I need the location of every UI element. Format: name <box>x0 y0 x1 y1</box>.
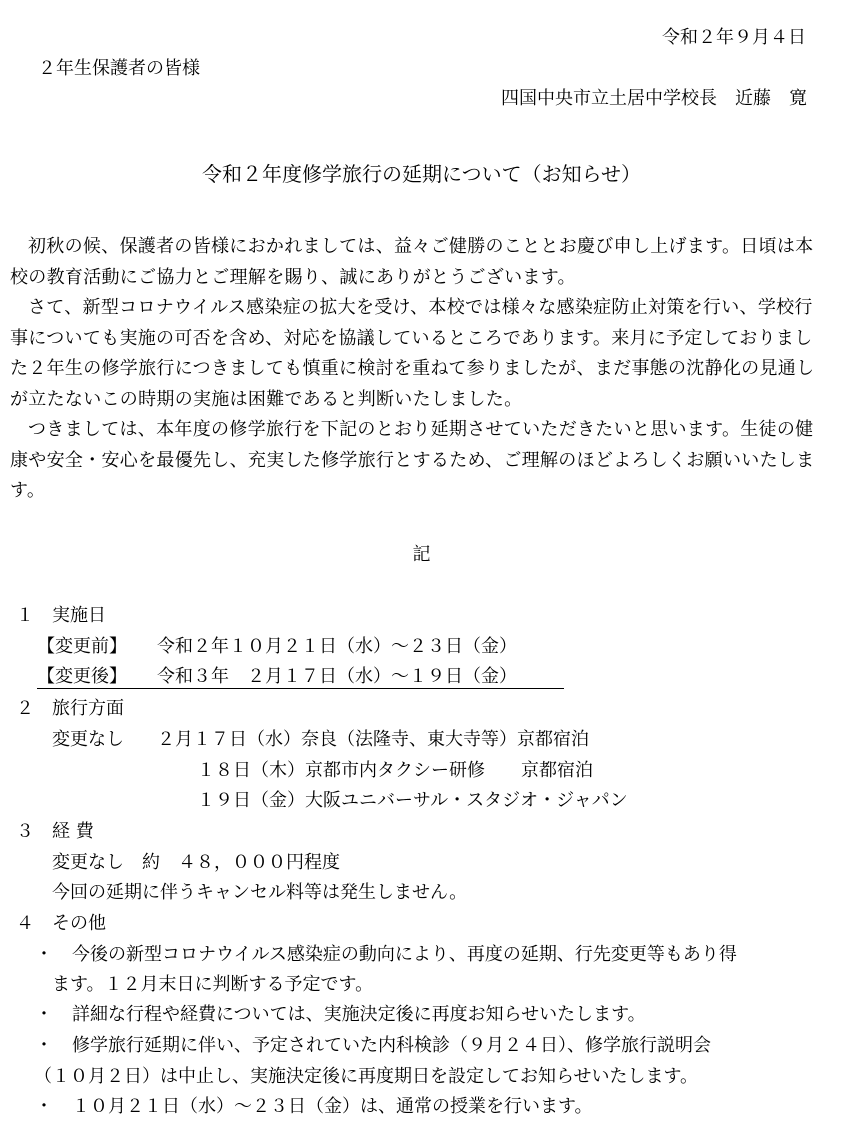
itinerary-day2: １８日（木）京都市内タクシー研修 京都宿泊 <box>197 760 593 781</box>
bullet-2: 詳細な行程や経費については、実施決定後に再度お知らせいたします。 <box>72 1004 646 1025</box>
bullet-3-line1: 修学旅行延期に伴い、予定されていた内科検診（９月２４日）、修学旅行説明会 <box>72 1035 711 1056</box>
paragraph-request: つきましては、本年度の修学旅行を下記のとおり延期させていただきたいと思います。生徒の健康や安全・安心を最優先し、充実した修学旅行とするため、ご理解のほどよろしくお願いいたします。 <box>10 419 815 501</box>
bullet-4: １０月２１日（水）～２３日（金）は、通常の授業を行います。 <box>72 1096 593 1117</box>
item1-after-value: 令和３年 ２月１７日（水）～１９日（金） <box>157 666 517 687</box>
paragraph-decision: さて、新型コロナウイルス感染症の拡大を受け、本校では様々な感染症防止対策を行い、学校行事についても実施の可否を含め、対応を協議しているところであります。来月に予定しておりました２年生の修学旅行につきましても慎重に検討を重ねて参りましたが、まだ事態の沈静化の見通しが立たないこの時期の実施は困難であると判断いたしました。 <box>10 297 815 410</box>
item1-after-label: 【変更後】 <box>37 666 127 687</box>
item3-heading: ３ 経 費 <box>16 821 94 842</box>
bullet-3-line2: （１０月２日）は中止し、実施決定後に再度期日を設定してお知らせいたします。 <box>34 1066 699 1087</box>
itinerary-day3: １９日（金）大阪ユニバーサル・スタジオ・ジャパン <box>197 790 628 811</box>
item1-heading: １ 実施日 <box>16 605 106 626</box>
body-text <box>10 232 828 507</box>
bullet-1-symbol: ・ <box>35 944 53 965</box>
cost-line: 変更なし 約 ４８，０００円程度 <box>52 852 340 873</box>
bullet-2-symbol: ・ <box>35 1004 53 1025</box>
document-title: 令和２年度修学旅行の延期について（お知らせ） <box>202 162 641 186</box>
item1-before-label: 【変更前】 <box>37 636 127 657</box>
item2-prefix: 変更なし <box>52 729 124 750</box>
item2-heading: ２ 旅行方面 <box>16 698 124 719</box>
bullet-4-symbol: ・ <box>35 1096 53 1117</box>
document-date: 令和２年９月４日 <box>662 27 806 48</box>
bullet-1-line1: 今後の新型コロナウイルス感染症の動向により、再度の延期、行先変更等もあり得 <box>72 944 737 965</box>
recipient: ２年生保護者の皆様 <box>38 58 200 79</box>
bullet-1-line2: ます。１２月末日に判断する予定です。 <box>52 974 374 995</box>
bullet-3-symbol: ・ <box>35 1035 53 1056</box>
underline <box>37 688 564 689</box>
item1-before-value: 令和２年１０月２１日（水）～２３日（金） <box>157 636 517 657</box>
cancel-fee-note: 今回の延期に伴うキャンセル料等は発生しません。 <box>52 882 468 903</box>
sender: 四国中央市立土居中学校長 近藤 寛 <box>501 88 807 109</box>
paragraph-greeting: 初秋の候、保護者の皆様におかれましては、益々ご健勝のこととお慶び申し上げます。日頃は本校の教育活動にご協力とご理解を賜り、誠にありがとうございます。 <box>10 236 814 288</box>
item4-heading: ４ その他 <box>16 913 106 934</box>
ki-heading: 記 <box>412 544 431 565</box>
itinerary-day1: ２月１７日（水）奈良（法隆寺、東大寺等）京都宿泊 <box>157 729 589 750</box>
